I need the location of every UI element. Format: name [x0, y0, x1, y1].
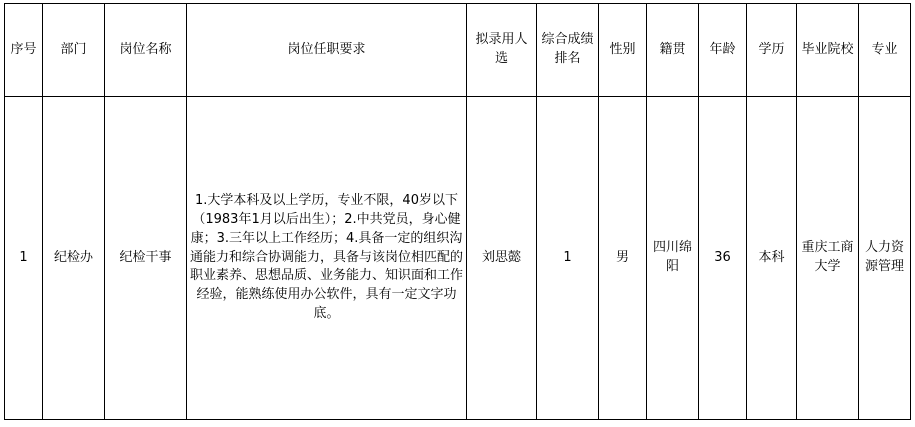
column-header-score-rank: 综合成绩排名 [537, 4, 599, 97]
column-header-planned-candidate: 拟录用人选 [467, 4, 537, 97]
column-header-requirement: 岗位任职要求 [187, 4, 467, 97]
column-header-education: 学历 [747, 4, 797, 97]
cell-school: 重庆工商大学 [797, 97, 859, 420]
cell-department: 纪检办 [43, 97, 105, 420]
column-header-seq: 序号 [5, 4, 43, 97]
cell-native-place: 四川绵阳 [647, 97, 699, 420]
column-header-post-name: 岗位名称 [105, 4, 187, 97]
cell-gender: 男 [599, 97, 647, 420]
cell-major: 人力资源管理 [859, 97, 911, 420]
column-header-school: 毕业院校 [797, 4, 859, 97]
column-header-major: 专业 [859, 4, 911, 97]
table-body [5, 97, 911, 420]
cell-education: 本科 [747, 97, 797, 420]
cell-seq: 1 [5, 97, 43, 420]
recruitment-table [4, 3, 911, 420]
column-header-native-place: 籍贯 [647, 4, 699, 97]
column-header-age: 年龄 [699, 4, 747, 97]
table-row [5, 97, 911, 420]
cell-post-name: 纪检干事 [105, 97, 187, 420]
column-header-department: 部门 [43, 4, 105, 97]
cell-score-rank: 1 [537, 97, 599, 420]
cell-candidate: 刘思懿 [467, 97, 537, 420]
cell-requirement: 1.大学本科及以上学历，专业不限，40岁以下（1983年1月以后出生）；2.中共党员，身心健康；3.三年以上工作经历；4.具备一定的组织沟通能力和综合协调能力，具备与该岗位相匹配的职业素养、思想品质、业务能力、知识面和工作经验，能熟练使用办公软件，具有一定文字功底。 [187, 97, 467, 420]
document-page [0, 3, 915, 427]
column-header-gender: 性别 [599, 4, 647, 97]
table-header-row [5, 4, 911, 97]
cell-age: 36 [699, 97, 747, 420]
table-header [5, 4, 911, 97]
